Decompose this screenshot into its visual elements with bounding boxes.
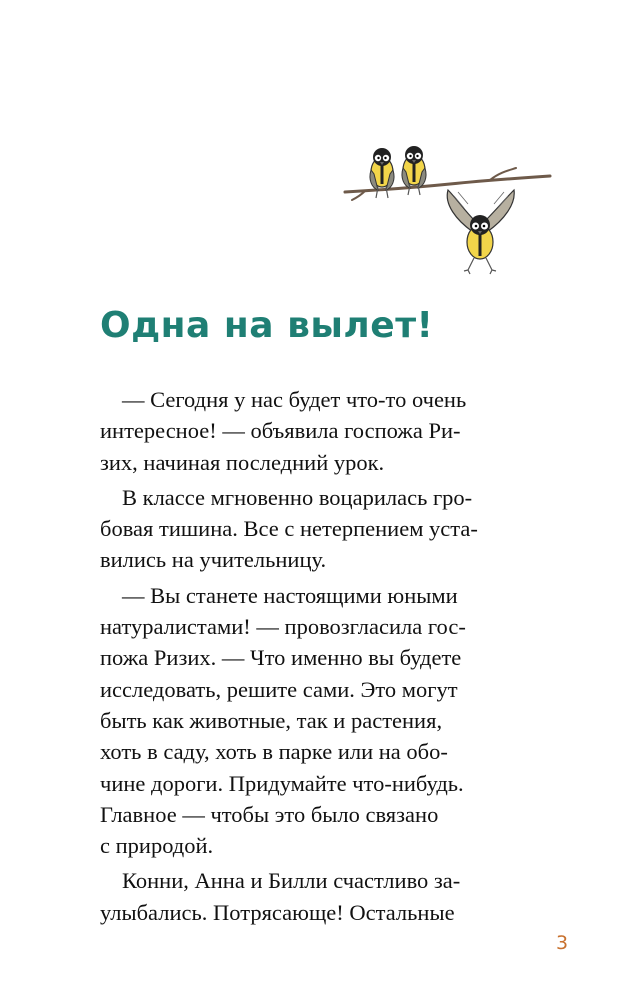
- text-line: быть как животные, так и растения,: [100, 707, 443, 733]
- bird-right-flying: [447, 190, 514, 274]
- text-line: Главное — чтобы это было связано: [100, 801, 439, 827]
- text-line: Конни, Анна и Билли счастливо за-: [122, 868, 461, 894]
- text-line: бовая тишина. Все с нетерпением уста-: [100, 516, 478, 542]
- body-text: [100, 384, 530, 932]
- text-line: — Вы станете настоящими юными: [122, 582, 458, 608]
- paragraph: [100, 482, 530, 576]
- text-line: чине дороги. Придумайте что-нибудь.: [100, 770, 464, 796]
- text-line: интересное! — объявила госпожа Ри-: [100, 418, 461, 444]
- page-number: 3: [556, 932, 569, 954]
- text-line: пожа Ризих. — Что именно вы будете: [100, 645, 462, 671]
- paragraph: [100, 384, 530, 478]
- text-line: зих, начиная последний урок.: [100, 449, 385, 475]
- text-line: улыбались. Потрясающе! Остальные: [100, 899, 455, 925]
- text-line: вились на учительницу.: [100, 547, 327, 573]
- paragraph: [100, 865, 530, 928]
- text-line: В классе мгновенно воцарилась гро-: [122, 484, 473, 510]
- text-line: натуралистами! — провозгласила гос-: [100, 614, 466, 640]
- text-line: — Сегодня у нас будет что-то очень: [122, 387, 467, 412]
- birds-on-branch-icon: [340, 140, 555, 280]
- text-line: исследовать, решите сами. Это могут: [100, 676, 458, 702]
- text-line: с природой.: [100, 833, 214, 859]
- chapter-title: Одна на вылет!: [100, 305, 434, 346]
- text-line: хоть в саду, хоть в парке или на обо-: [100, 739, 448, 765]
- paragraph: [100, 580, 530, 862]
